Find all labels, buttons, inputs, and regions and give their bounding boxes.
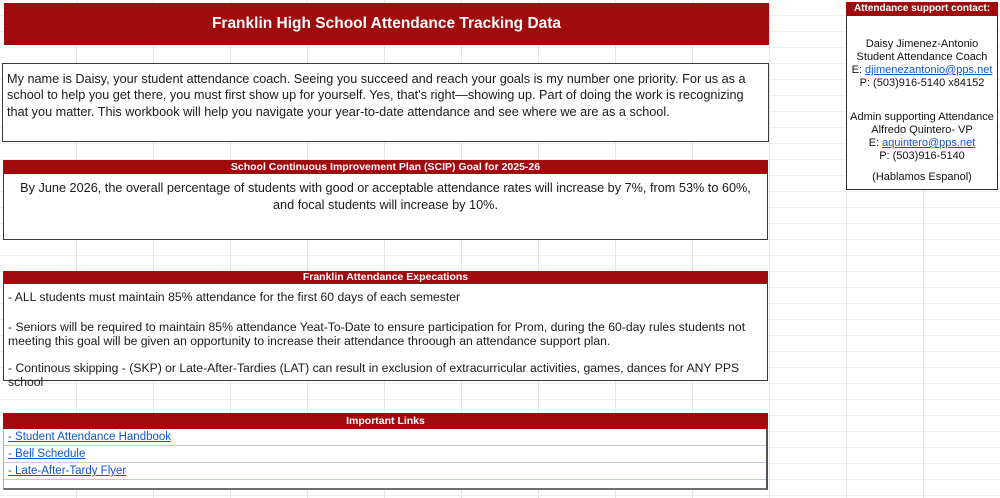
scip-goal-text: By June 2026, the overall percentage of students with good or acceptable attendance rates will increase by 7%, from 53% to 60%, and focal students will increase by 10%. (20, 181, 751, 212)
coach-email-link[interactable]: djimenezantonio@pps.net (865, 64, 993, 76)
coach-phone: P: (503)916-5140 x84152 (859, 77, 985, 89)
expectation-item: - Continous skipping - (SKP) or Late-After-Tardies (LAT) can result in exclusion of extracurricular activities, games, dances for ANY PPS school (8, 360, 740, 390)
spacer (847, 16, 997, 38)
email-label: E: (851, 64, 863, 76)
coach-email-row (847, 64, 997, 77)
admin-email-row (847, 137, 997, 150)
expectations-section-header: Franklin Attendance Expecations (3, 271, 768, 284)
page-title: Franklin High School Attendance Tracking Data (4, 3, 769, 45)
contact-card (846, 2, 998, 190)
expectations-box (3, 284, 768, 390)
link-late-after-tardy-flyer[interactable]: - Late-After-Tardy Flyer (8, 465, 127, 477)
language-note: (Hablamos Espanol) (872, 171, 972, 183)
scip-goal-box (3, 174, 768, 240)
coach-role: Student Attendance Coach (856, 51, 988, 63)
links-box (3, 429, 768, 490)
spacer (847, 90, 997, 111)
link-student-attendance-handbook[interactable]: - Student Attendance Handbook (8, 431, 172, 443)
intro-box (2, 63, 769, 142)
list-item (4, 446, 766, 463)
list-item (4, 429, 766, 446)
list-item (4, 463, 766, 480)
admin-phone: P: (503)916-5140 (879, 150, 965, 162)
scip-section-header: School Continuous Improvement Plan (SCIP) Goal for 2025-26 (3, 160, 768, 174)
links-section-header: Important Links (3, 413, 768, 429)
contact-card-body (846, 16, 998, 190)
intro-text: My name is Daisy, your student attendance coach. Seeing you succeed and reach your goals is my number one priority. For us as a school to help you get there, you must first show up for yourself. Yes, that's right—showing up. Part of doing the work is recognizing that you matter. This workbook will help you navigate your year-to-date attendance and see where we are as a school. (7, 72, 746, 119)
admin-email-link[interactable]: aquintero@pps.net (882, 137, 976, 149)
contact-card-header: Attendance support contact: (846, 2, 998, 16)
expectation-item: - ALL students must maintain 85% attendance for the first 60 days of each semester (8, 290, 461, 304)
spacer (847, 163, 997, 171)
admin-name: Alfredo Quintero- VP (871, 124, 973, 136)
expectation-item: - Seniors will be required to maintain 85% attendance Yeat-To-Date to ensure participation for Prom, during the 60-day rules students not meeting this goal will be given an opportunity to increase their attendance throough an attendance support plan. (8, 319, 746, 349)
coach-name: Daisy Jimenez-Antonio (865, 38, 979, 50)
email-label: E: (868, 137, 880, 149)
admin-role: Admin supporting Attendance (850, 111, 994, 123)
link-bell-schedule[interactable]: - Bell Schedule (8, 448, 86, 460)
